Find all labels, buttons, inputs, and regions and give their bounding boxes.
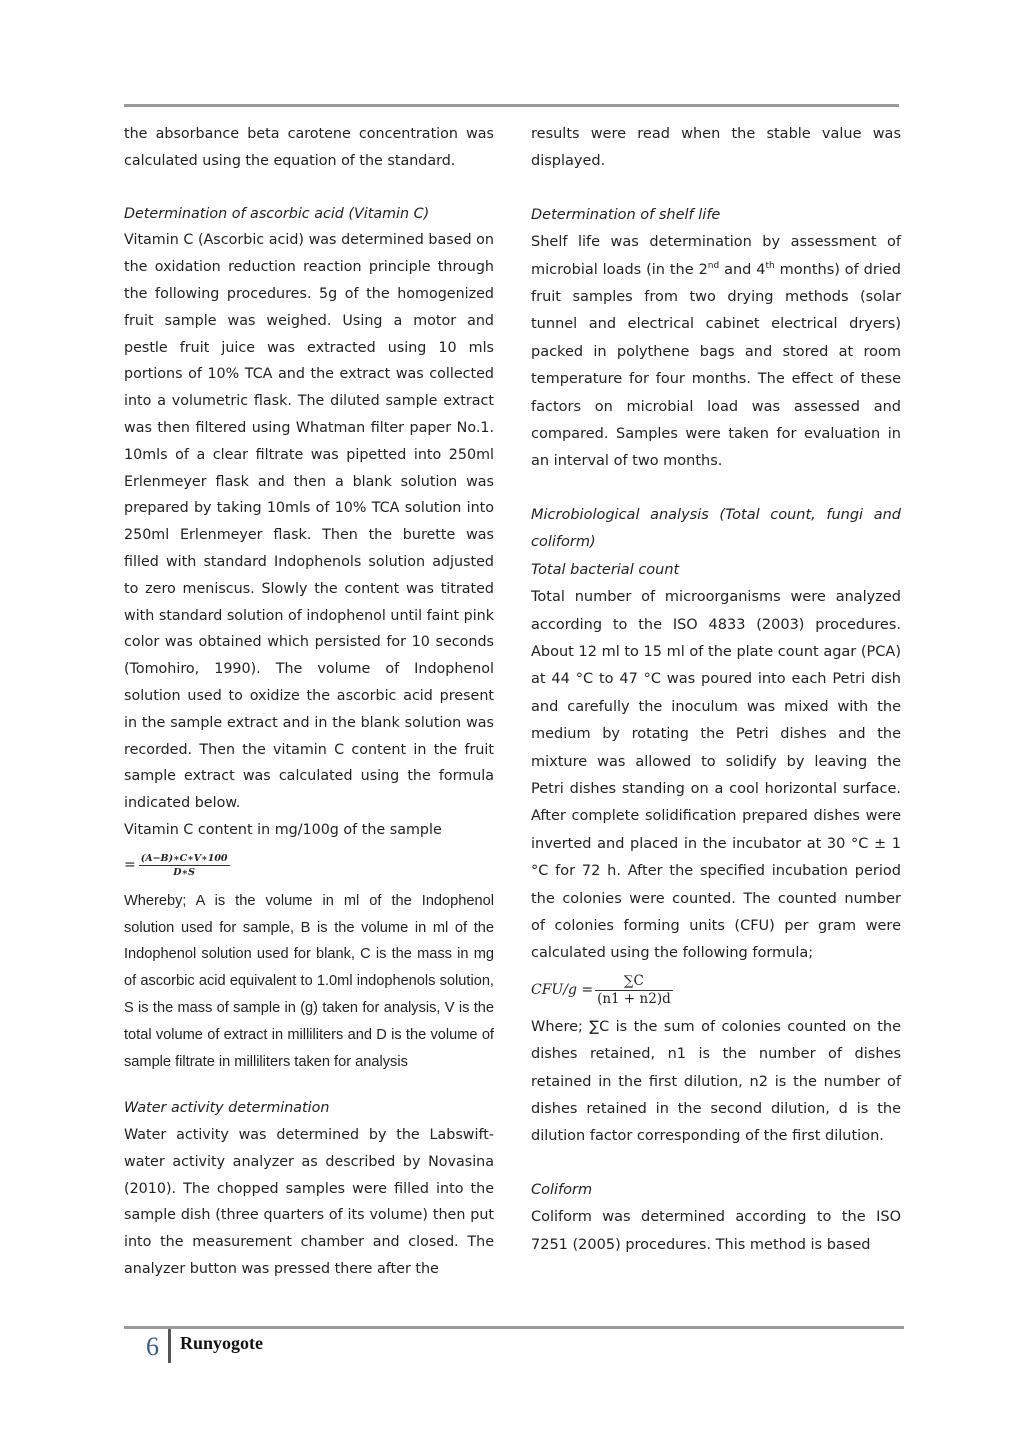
paragraph-total-bacterial: Total number of microorganisms were analyzed according to the ISO 4833 (2003) procedures. About 12 ml to 15 ml of the plate count agar (PCA) at 44 °C to 47 °C was poured into each Petri dish and carefully the inoculum was mixed with the medium by rotating the Petri dishes and the mixture was allowed to solidify by leaving the Petri dishes standing on a cool horizontal surface. After complete solidification prepared dishes were inverted and placed in the incubator at 30 °C ± 1 °C for 72 h. After the specified incubation period the colonies were counted. The counted number of colonies forming units (CFU) per gram were calculated using the following formula; xyxy=(531,589,901,962)
heading-coliform: Coliform xyxy=(531,1181,593,1198)
running-author: Runyogote xyxy=(180,1333,264,1353)
footer-rule xyxy=(124,1326,904,1329)
left-column xyxy=(124,121,494,1283)
shelf-text-c: months) of dried fruit samples from two drying methods (solar tunnel and electrical cabinet electrical dryers) packed in polythene bags and stored at room temperature for four months. The effect of these factors on microbial load was assessed and compared. Samples were taken for evaluation in an interval of two months. xyxy=(531,261,901,470)
paragraph-vitamin-c: Vitamin C (Ascorbic acid) was determined based on the oxidation reduction reaction principle through the following procedures. 5g of the homogenized fruit sample was weighed. Using a motor and pestle fruit juice was extracted using 10 mls portions of 10% TCA and the extract was collected into a volumetric flask. The diluted sample extract was then filtered using Whatman filter paper No.1. 10mls of a clear filtrate was pipetted into 250ml Erlenmeyer flask and then a blank solution was prepared by taking 10mls of 10% TCA solution into 250ml Erlenmeyer flask. Then the burette was filled with standard Indophenols solution adjusted to zero meniscus. Slowly the content was titrated with standard solution of indophenol until faint pink color was obtained which persisted for 10 seconds (Tomohiro, 1990). The volume of Indophenol solution used to oxidize the ascorbic acid present in the sample extract and in the blank solution was recorded. Then the vitamin C content in the fruit sample extract was calculated using the formula indicated below. xyxy=(124,232,495,812)
formula-denominator: D∗S xyxy=(173,867,195,879)
paragraph-vitamin-c-content: Vitamin C content in mg/100g of the sample xyxy=(124,821,442,838)
cfu-formula xyxy=(531,968,901,1014)
formula-fraction xyxy=(139,852,230,879)
paragraph-coliform: Coliform was determined according to the ISO 7251 (2005) procedures. This method is based xyxy=(531,1209,901,1253)
cfu-fraction xyxy=(597,973,671,1008)
formula-equals: = xyxy=(124,857,136,874)
header-rule xyxy=(124,104,899,107)
right-column xyxy=(531,121,901,1259)
paragraph-results: results were read when the stable value was displayed. xyxy=(531,126,901,170)
heading-shelf-life: Determination of shelf life xyxy=(531,206,721,223)
heading-water-activity: Water activity determination xyxy=(124,1100,330,1117)
superscript-th: th xyxy=(765,260,775,271)
heading-vitamin-c: Determination of ascorbic acid (Vitamin C) xyxy=(124,205,430,222)
superscript-nd: nd xyxy=(707,260,720,271)
paragraph-where: Where; ∑C is the sum of colonies counted on the dishes retained, n1 is the number of dishes retained in the first dilution, n2 is the number of dishes retained in the second dilution, d is the dilution factor corresponding of the first dilution. xyxy=(531,1018,901,1145)
shelf-text-b: and 4 xyxy=(719,261,766,278)
page-number: 6 xyxy=(146,1332,159,1361)
paragraph-beta-carotene: the absorbance beta carotene concentration was calculated using the equation of the standard. xyxy=(124,126,494,169)
cfu-denominator: (n1 + n2)d xyxy=(597,991,671,1008)
cfu-lhs: CFU/g = xyxy=(531,982,594,999)
shelf-text-a: Shelf life was determination by assessment of microbial loads (in the 2 xyxy=(531,234,901,278)
cfu-numerator: ∑C xyxy=(595,973,673,991)
paragraph-whereby: Whereby; A is the volume in ml of the Indophenol solution used for sample, B is the volume in ml of the Indophenol solution used for blank, C is the mass in mg of ascorbic acid equivalent to 1.0ml indophenols solution, S is the mass of sample in (g) taken for analysis, V is the total volume of extract in milliliters and D is the volume of sample filtrate in milliliters taken for analysis xyxy=(124,892,494,1070)
paragraph-water-activity: Water activity was determined by the Labswift-water activity analyzer as described by Novasina (2010). The chopped samples were filled into the sample dish (three quarters of its volume) then put into the measurement chamber and closed. The analyzer button was pressed there after the xyxy=(124,1127,494,1278)
footer-divider xyxy=(168,1329,171,1363)
heading-microbiological: Microbiological analysis (Total count, fungi and coliform) xyxy=(531,506,901,551)
heading-total-bacterial: Total bacterial count xyxy=(531,561,680,578)
formula-numerator: (A−B)∗C∗V∗100 xyxy=(140,853,228,865)
paragraph-shelf-life xyxy=(531,229,901,476)
vitamin-c-formula xyxy=(124,844,494,888)
